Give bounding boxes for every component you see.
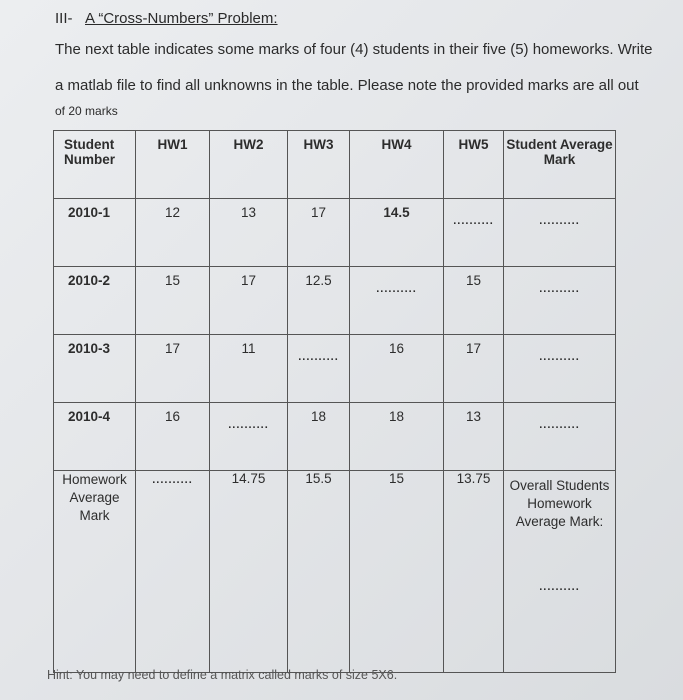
mark-cell: 17 <box>136 335 210 403</box>
homework-average-row <box>54 471 616 673</box>
mark-cell: 18 <box>288 403 350 471</box>
header-hw3: HW3 <box>288 131 350 199</box>
table-row <box>54 403 616 471</box>
header-hw2: HW2 <box>210 131 288 199</box>
header-hw4: HW4 <box>350 131 444 199</box>
mark-cell: 16 <box>350 335 444 403</box>
table-row <box>54 199 616 267</box>
header-hw1: HW1 <box>136 131 210 199</box>
unknown-cell: .......... <box>350 267 444 335</box>
homework-average-label: Homework Average Mark <box>54 471 136 673</box>
average-cell: 15.5 <box>288 471 350 673</box>
table-row <box>54 267 616 335</box>
mark-cell: 17 <box>210 267 288 335</box>
mark-cell: 11 <box>210 335 288 403</box>
table-header-row <box>54 131 616 199</box>
mark-cell: 13 <box>210 199 288 267</box>
student-id: 2010-2 <box>54 267 136 335</box>
section-number: III- <box>55 10 73 27</box>
mark-cell: 12.5 <box>288 267 350 335</box>
student-id: 2010-4 <box>54 403 136 471</box>
header-student-average: Student Average Mark <box>504 131 616 199</box>
average-cell: 14.75 <box>210 471 288 673</box>
unknown-cell: .......... <box>136 471 210 673</box>
mark-cell: 14.5 <box>350 199 444 267</box>
overall-average-value: .......... <box>539 581 580 593</box>
mark-cell: 12 <box>136 199 210 267</box>
average-cell: 13.75 <box>444 471 504 673</box>
unknown-cell: .......... <box>504 335 616 403</box>
unknown-cell: .......... <box>444 199 504 267</box>
overall-average-cell <box>504 471 616 673</box>
mark-cell: 16 <box>136 403 210 471</box>
section-title: A “Cross-Numbers” Problem: <box>85 10 278 27</box>
problem-text-line-1: The next table indicates some marks of four (4) students in their five (5) homeworks. Write <box>55 41 653 58</box>
mark-cell: 17 <box>444 335 504 403</box>
unknown-cell: .......... <box>504 199 616 267</box>
student-id: 2010-3 <box>54 335 136 403</box>
mark-cell: 15 <box>444 267 504 335</box>
mark-cell: 15 <box>136 267 210 335</box>
unknown-cell: .......... <box>504 267 616 335</box>
student-id: 2010-1 <box>54 199 136 267</box>
header-hw5: HW5 <box>444 131 504 199</box>
marks-table <box>53 130 616 673</box>
hint-text: Hint: You may need to define a matrix called marks of size 5X6. <box>47 668 398 682</box>
header-student-number: Student Number <box>54 131 136 199</box>
overall-average-label: Overall Students Homework Average Mark: <box>509 478 610 529</box>
problem-text-line-3: of 20 marks <box>55 104 118 118</box>
mark-cell: 18 <box>350 403 444 471</box>
unknown-cell: .......... <box>210 403 288 471</box>
problem-text-line-2: a matlab file to find all unknowns in the table. Please note the provided marks are all out <box>55 77 639 94</box>
mark-cell: 13 <box>444 403 504 471</box>
mark-cell: 17 <box>288 199 350 267</box>
table-row <box>54 335 616 403</box>
average-cell: 15 <box>350 471 444 673</box>
unknown-cell: .......... <box>504 403 616 471</box>
unknown-cell: .......... <box>288 335 350 403</box>
